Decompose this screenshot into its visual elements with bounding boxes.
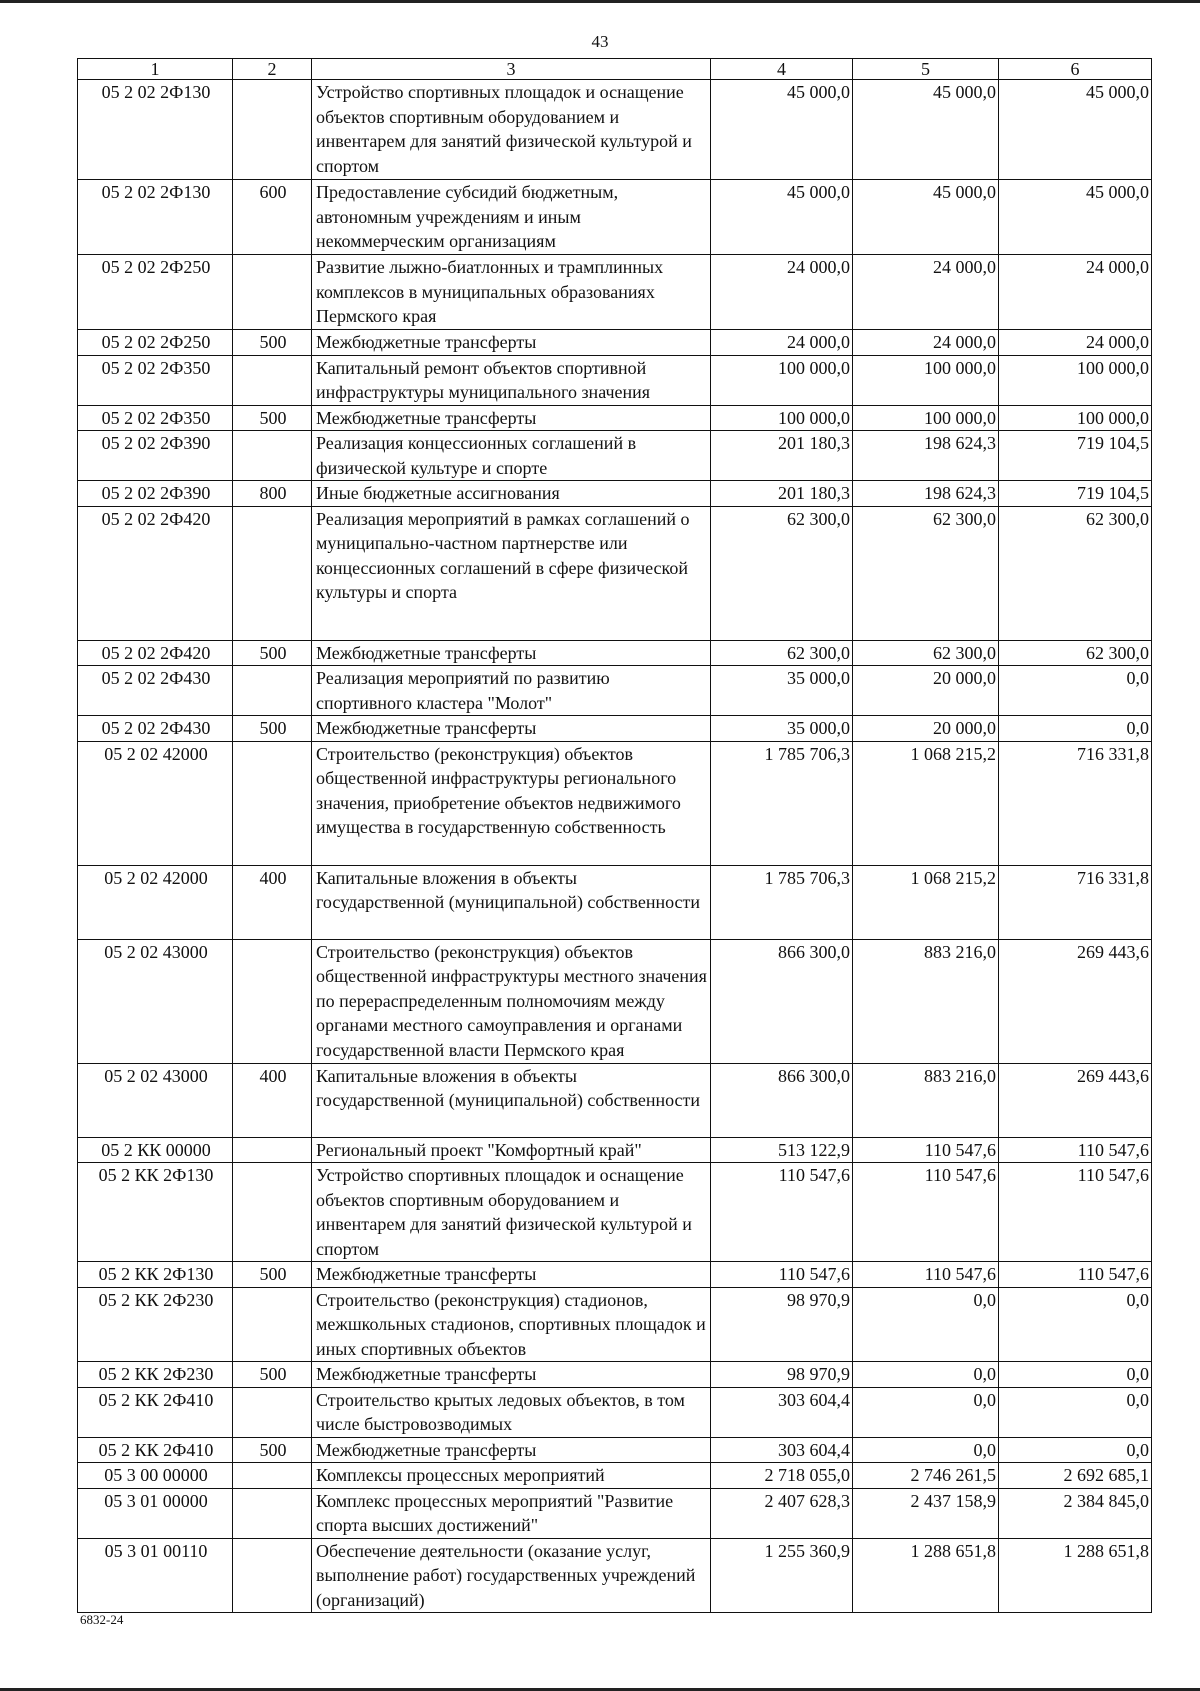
cell-value-2: 1 068 215,2 bbox=[853, 741, 999, 865]
cell-expense-type: 500 bbox=[233, 405, 312, 431]
cell-description: Предоставление субсидий бюджетным, автономным учреждениям и иным некоммерческим организациям bbox=[312, 180, 711, 255]
cell-code: 05 2 02 2Ф430 bbox=[78, 716, 233, 742]
cell-description: Комплексы процессных мероприятий bbox=[312, 1463, 711, 1489]
cell-expense-type bbox=[233, 1538, 312, 1613]
cell-expense-type bbox=[233, 1137, 312, 1163]
cell-expense-type bbox=[233, 1287, 312, 1362]
cell-value-1: 303 604,4 bbox=[711, 1437, 853, 1463]
cell-value-2: 100 000,0 bbox=[853, 405, 999, 431]
cell-description: Устройство спортивных площадок и оснащение объектов спортивным оборудованием и инвентарем для занятий физической культурой и спортом bbox=[312, 1163, 711, 1262]
cell-value-3: 110 547,6 bbox=[999, 1262, 1152, 1288]
cell-expense-type bbox=[233, 1387, 312, 1437]
cell-description: Межбюджетные трансферты bbox=[312, 716, 711, 742]
header-col-2: 2 bbox=[233, 59, 312, 80]
cell-description: Капитальные вложения в объекты государственной (муниципальной) собственности bbox=[312, 1063, 711, 1137]
cell-value-1: 110 547,6 bbox=[711, 1163, 853, 1262]
cell-code: 05 2 КК 2Ф130 bbox=[78, 1163, 233, 1262]
cell-value-3: 2 384 845,0 bbox=[999, 1488, 1152, 1538]
cell-expense-type bbox=[233, 1463, 312, 1489]
cell-value-2: 0,0 bbox=[853, 1387, 999, 1437]
cell-value-3: 2 692 685,1 bbox=[999, 1463, 1152, 1489]
table-row bbox=[78, 1488, 1152, 1538]
table-row bbox=[78, 741, 1152, 865]
cell-code: 05 3 01 00000 bbox=[78, 1488, 233, 1538]
cell-value-3: 0,0 bbox=[999, 716, 1152, 742]
cell-value-1: 513 122,9 bbox=[711, 1137, 853, 1163]
cell-value-3: 62 300,0 bbox=[999, 506, 1152, 640]
cell-expense-type bbox=[233, 255, 312, 330]
cell-expense-type: 800 bbox=[233, 481, 312, 507]
cell-value-1: 35 000,0 bbox=[711, 716, 853, 742]
cell-expense-type bbox=[233, 355, 312, 405]
page-number: 43 bbox=[591, 32, 609, 51]
table-body bbox=[78, 80, 1152, 1613]
cell-value-2: 24 000,0 bbox=[853, 255, 999, 330]
cell-value-1: 2 718 055,0 bbox=[711, 1463, 853, 1489]
table-row bbox=[78, 1387, 1152, 1437]
cell-value-3: 110 547,6 bbox=[999, 1163, 1152, 1262]
table-row bbox=[78, 1538, 1152, 1613]
table-row bbox=[78, 506, 1152, 640]
cell-value-3: 719 104,5 bbox=[999, 481, 1152, 507]
cell-expense-type: 600 bbox=[233, 180, 312, 255]
cell-code: 05 2 02 2Ф430 bbox=[78, 666, 233, 716]
cell-value-1: 62 300,0 bbox=[711, 506, 853, 640]
cell-code: 05 2 КК 2Ф230 bbox=[78, 1362, 233, 1388]
table-row bbox=[78, 330, 1152, 356]
cell-expense-type: 400 bbox=[233, 865, 312, 939]
cell-value-3: 719 104,5 bbox=[999, 431, 1152, 481]
cell-value-3: 100 000,0 bbox=[999, 405, 1152, 431]
cell-value-2: 100 000,0 bbox=[853, 355, 999, 405]
cell-description: Реализация мероприятий по развитию спортивного кластера "Молот" bbox=[312, 666, 711, 716]
cell-expense-type: 500 bbox=[233, 330, 312, 356]
cell-value-1: 303 604,4 bbox=[711, 1387, 853, 1437]
table-row bbox=[78, 640, 1152, 666]
cell-code: 05 3 00 00000 bbox=[78, 1463, 233, 1489]
table-row bbox=[78, 1262, 1152, 1288]
cell-value-3: 716 331,8 bbox=[999, 865, 1152, 939]
cell-value-3: 269 443,6 bbox=[999, 939, 1152, 1063]
cell-value-1: 98 970,9 bbox=[711, 1362, 853, 1388]
table-row bbox=[78, 1163, 1152, 1262]
header-col-5: 5 bbox=[853, 59, 999, 80]
cell-value-3: 1 288 651,8 bbox=[999, 1538, 1152, 1613]
cell-code: 05 3 01 00110 bbox=[78, 1538, 233, 1613]
cell-value-2: 62 300,0 bbox=[853, 640, 999, 666]
header-row bbox=[78, 59, 1152, 80]
cell-value-1: 1 785 706,3 bbox=[711, 741, 853, 865]
cell-expense-type: 500 bbox=[233, 1262, 312, 1288]
cell-value-2: 1 068 215,2 bbox=[853, 865, 999, 939]
cell-value-3: 0,0 bbox=[999, 1362, 1152, 1388]
cell-value-2: 20 000,0 bbox=[853, 666, 999, 716]
table-row bbox=[78, 1437, 1152, 1463]
cell-code: 05 2 02 43000 bbox=[78, 939, 233, 1063]
cell-code: 05 2 02 2Ф130 bbox=[78, 180, 233, 255]
cell-code: 05 2 КК 2Ф410 bbox=[78, 1387, 233, 1437]
cell-value-3: 0,0 bbox=[999, 1387, 1152, 1437]
cell-description: Межбюджетные трансферты bbox=[312, 1437, 711, 1463]
cell-expense-type bbox=[233, 666, 312, 716]
cell-value-2: 24 000,0 bbox=[853, 330, 999, 356]
cell-code: 05 2 02 2Ф390 bbox=[78, 481, 233, 507]
cell-code: 05 2 02 2Ф130 bbox=[78, 80, 233, 180]
cell-description: Межбюджетные трансферты bbox=[312, 405, 711, 431]
cell-value-2: 110 547,6 bbox=[853, 1262, 999, 1288]
cell-code: 05 2 02 42000 bbox=[78, 741, 233, 865]
cell-expense-type bbox=[233, 506, 312, 640]
cell-value-1: 201 180,3 bbox=[711, 431, 853, 481]
cell-description: Обеспечение деятельности (оказание услуг, выполнение работ) государственных учреждений (организаций) bbox=[312, 1538, 711, 1613]
cell-value-1: 100 000,0 bbox=[711, 355, 853, 405]
cell-value-1: 866 300,0 bbox=[711, 939, 853, 1063]
cell-value-1: 24 000,0 bbox=[711, 330, 853, 356]
cell-value-3: 110 547,6 bbox=[999, 1137, 1152, 1163]
cell-description: Межбюджетные трансферты bbox=[312, 640, 711, 666]
cell-description: Устройство спортивных площадок и оснащение объектов спортивным оборудованием и инвентарем для занятий физической культурой и спортом bbox=[312, 80, 711, 180]
cell-expense-type bbox=[233, 80, 312, 180]
cell-value-1: 866 300,0 bbox=[711, 1063, 853, 1137]
cell-value-2: 110 547,6 bbox=[853, 1163, 999, 1262]
cell-description: Капитальный ремонт объектов спортивной инфраструктуры муниципального значения bbox=[312, 355, 711, 405]
header-col-4: 4 bbox=[711, 59, 853, 80]
cell-value-1: 24 000,0 bbox=[711, 255, 853, 330]
budget-table bbox=[77, 58, 1152, 1613]
cell-code: 05 2 02 43000 bbox=[78, 1063, 233, 1137]
cell-value-2: 198 624,3 bbox=[853, 481, 999, 507]
cell-value-1: 45 000,0 bbox=[711, 80, 853, 180]
cell-code: 05 2 КК 2Ф410 bbox=[78, 1437, 233, 1463]
cell-value-2: 0,0 bbox=[853, 1437, 999, 1463]
table-row bbox=[78, 1063, 1152, 1137]
cell-value-1: 35 000,0 bbox=[711, 666, 853, 716]
cell-value-3: 269 443,6 bbox=[999, 1063, 1152, 1137]
header-col-3: 3 bbox=[312, 59, 711, 80]
cell-code: 05 2 КК 00000 bbox=[78, 1137, 233, 1163]
cell-description: Развитие лыжно-биатлонных и трамплинных комплексов в муниципальных образованиях Пермского края bbox=[312, 255, 711, 330]
cell-expense-type bbox=[233, 1163, 312, 1262]
cell-expense-type: 500 bbox=[233, 1437, 312, 1463]
cell-description: Межбюджетные трансферты bbox=[312, 1362, 711, 1388]
table-row bbox=[78, 666, 1152, 716]
cell-value-2: 1 288 651,8 bbox=[853, 1538, 999, 1613]
table-row bbox=[78, 1287, 1152, 1362]
cell-expense-type bbox=[233, 741, 312, 865]
cell-code: 05 2 02 2Ф390 bbox=[78, 431, 233, 481]
cell-value-3: 0,0 bbox=[999, 666, 1152, 716]
cell-value-1: 2 407 628,3 bbox=[711, 1488, 853, 1538]
cell-value-2: 110 547,6 bbox=[853, 1137, 999, 1163]
cell-value-2: 45 000,0 bbox=[853, 180, 999, 255]
cell-value-3: 62 300,0 bbox=[999, 640, 1152, 666]
cell-expense-type: 500 bbox=[233, 640, 312, 666]
cell-description: Строительство (реконструкция) стадионов, межшкольных стадионов, спортивных площадок и иных спортивных объектов bbox=[312, 1287, 711, 1362]
cell-expense-type bbox=[233, 431, 312, 481]
cell-expense-type bbox=[233, 1488, 312, 1538]
cell-value-1: 1 785 706,3 bbox=[711, 865, 853, 939]
cell-expense-type bbox=[233, 939, 312, 1063]
scan-top-edge bbox=[0, 0, 1200, 3]
table-row bbox=[78, 1137, 1152, 1163]
cell-value-1: 1 255 360,9 bbox=[711, 1538, 853, 1613]
cell-value-2: 62 300,0 bbox=[853, 506, 999, 640]
cell-value-3: 0,0 bbox=[999, 1287, 1152, 1362]
table-row bbox=[78, 355, 1152, 405]
cell-value-3: 0,0 bbox=[999, 1437, 1152, 1463]
table-row bbox=[78, 939, 1152, 1063]
table-row bbox=[78, 431, 1152, 481]
cell-code: 05 2 02 2Ф420 bbox=[78, 506, 233, 640]
cell-description: Комплекс процессных мероприятий "Развитие спорта высших достижений" bbox=[312, 1488, 711, 1538]
cell-value-1: 201 180,3 bbox=[711, 481, 853, 507]
table-row bbox=[78, 1362, 1152, 1388]
cell-code: 05 2 КК 2Ф230 bbox=[78, 1287, 233, 1362]
cell-value-2: 0,0 bbox=[853, 1362, 999, 1388]
cell-value-3: 24 000,0 bbox=[999, 255, 1152, 330]
cell-value-2: 883 216,0 bbox=[853, 1063, 999, 1137]
cell-value-3: 45 000,0 bbox=[999, 80, 1152, 180]
table-row bbox=[78, 865, 1152, 939]
cell-code: 05 2 02 2Ф350 bbox=[78, 355, 233, 405]
cell-code: 05 2 02 42000 bbox=[78, 865, 233, 939]
cell-value-2: 198 624,3 bbox=[853, 431, 999, 481]
cell-value-1: 62 300,0 bbox=[711, 640, 853, 666]
cell-value-3: 100 000,0 bbox=[999, 355, 1152, 405]
cell-description: Иные бюджетные ассигнования bbox=[312, 481, 711, 507]
cell-code: 05 2 02 2Ф420 bbox=[78, 640, 233, 666]
cell-description: Строительство (реконструкция) объектов общественной инфраструктуры регионального значения, приобретение объектов недвижимого имущества в государственную собственность bbox=[312, 741, 711, 865]
cell-value-3: 24 000,0 bbox=[999, 330, 1152, 356]
cell-code: 05 2 КК 2Ф130 bbox=[78, 1262, 233, 1288]
cell-value-2: 883 216,0 bbox=[853, 939, 999, 1063]
cell-description: Строительство крытых ледовых объектов, в том числе быстровозводимых bbox=[312, 1387, 711, 1437]
cell-value-2: 0,0 bbox=[853, 1287, 999, 1362]
header-col-1: 1 bbox=[78, 59, 233, 80]
table-row bbox=[78, 481, 1152, 507]
cell-value-2: 20 000,0 bbox=[853, 716, 999, 742]
cell-code: 05 2 02 2Ф350 bbox=[78, 405, 233, 431]
table-row bbox=[78, 405, 1152, 431]
header-col-6: 6 bbox=[999, 59, 1152, 80]
cell-expense-type: 400 bbox=[233, 1063, 312, 1137]
cell-value-1: 110 547,6 bbox=[711, 1262, 853, 1288]
cell-value-2: 45 000,0 bbox=[853, 80, 999, 180]
cell-description: Реализация концессионных соглашений в физической культуре и спорте bbox=[312, 431, 711, 481]
table-row bbox=[78, 255, 1152, 330]
cell-value-2: 2 437 158,9 bbox=[853, 1488, 999, 1538]
cell-description: Региональный проект "Комфортный край" bbox=[312, 1137, 711, 1163]
cell-code: 05 2 02 2Ф250 bbox=[78, 330, 233, 356]
cell-description: Капитальные вложения в объекты государственной (муниципальной) собственности bbox=[312, 865, 711, 939]
cell-value-2: 2 746 261,5 bbox=[853, 1463, 999, 1489]
cell-description: Реализация мероприятий в рамках соглашений о муниципально-частном партнерстве или концессионных соглашений в сфере физической культуры и спорта bbox=[312, 506, 711, 640]
cell-description: Межбюджетные трансферты bbox=[312, 330, 711, 356]
table-row bbox=[78, 1463, 1152, 1489]
cell-value-1: 98 970,9 bbox=[711, 1287, 853, 1362]
table-row bbox=[78, 180, 1152, 255]
cell-code: 05 2 02 2Ф250 bbox=[78, 255, 233, 330]
cell-value-1: 100 000,0 bbox=[711, 405, 853, 431]
cell-description: Строительство (реконструкция) объектов общественной инфраструктуры местного значения по перераспределенным полномочиям между органами местного самоуправления и органами государственной власти Пермского края bbox=[312, 939, 711, 1063]
cell-value-3: 45 000,0 bbox=[999, 180, 1152, 255]
cell-value-3: 716 331,8 bbox=[999, 741, 1152, 865]
cell-value-1: 45 000,0 bbox=[711, 180, 853, 255]
table-row bbox=[78, 716, 1152, 742]
cell-description: Межбюджетные трансферты bbox=[312, 1262, 711, 1288]
footer-code: 6832-24 bbox=[80, 1612, 124, 1627]
table-row bbox=[78, 80, 1152, 180]
cell-expense-type: 500 bbox=[233, 716, 312, 742]
cell-expense-type: 500 bbox=[233, 1362, 312, 1388]
